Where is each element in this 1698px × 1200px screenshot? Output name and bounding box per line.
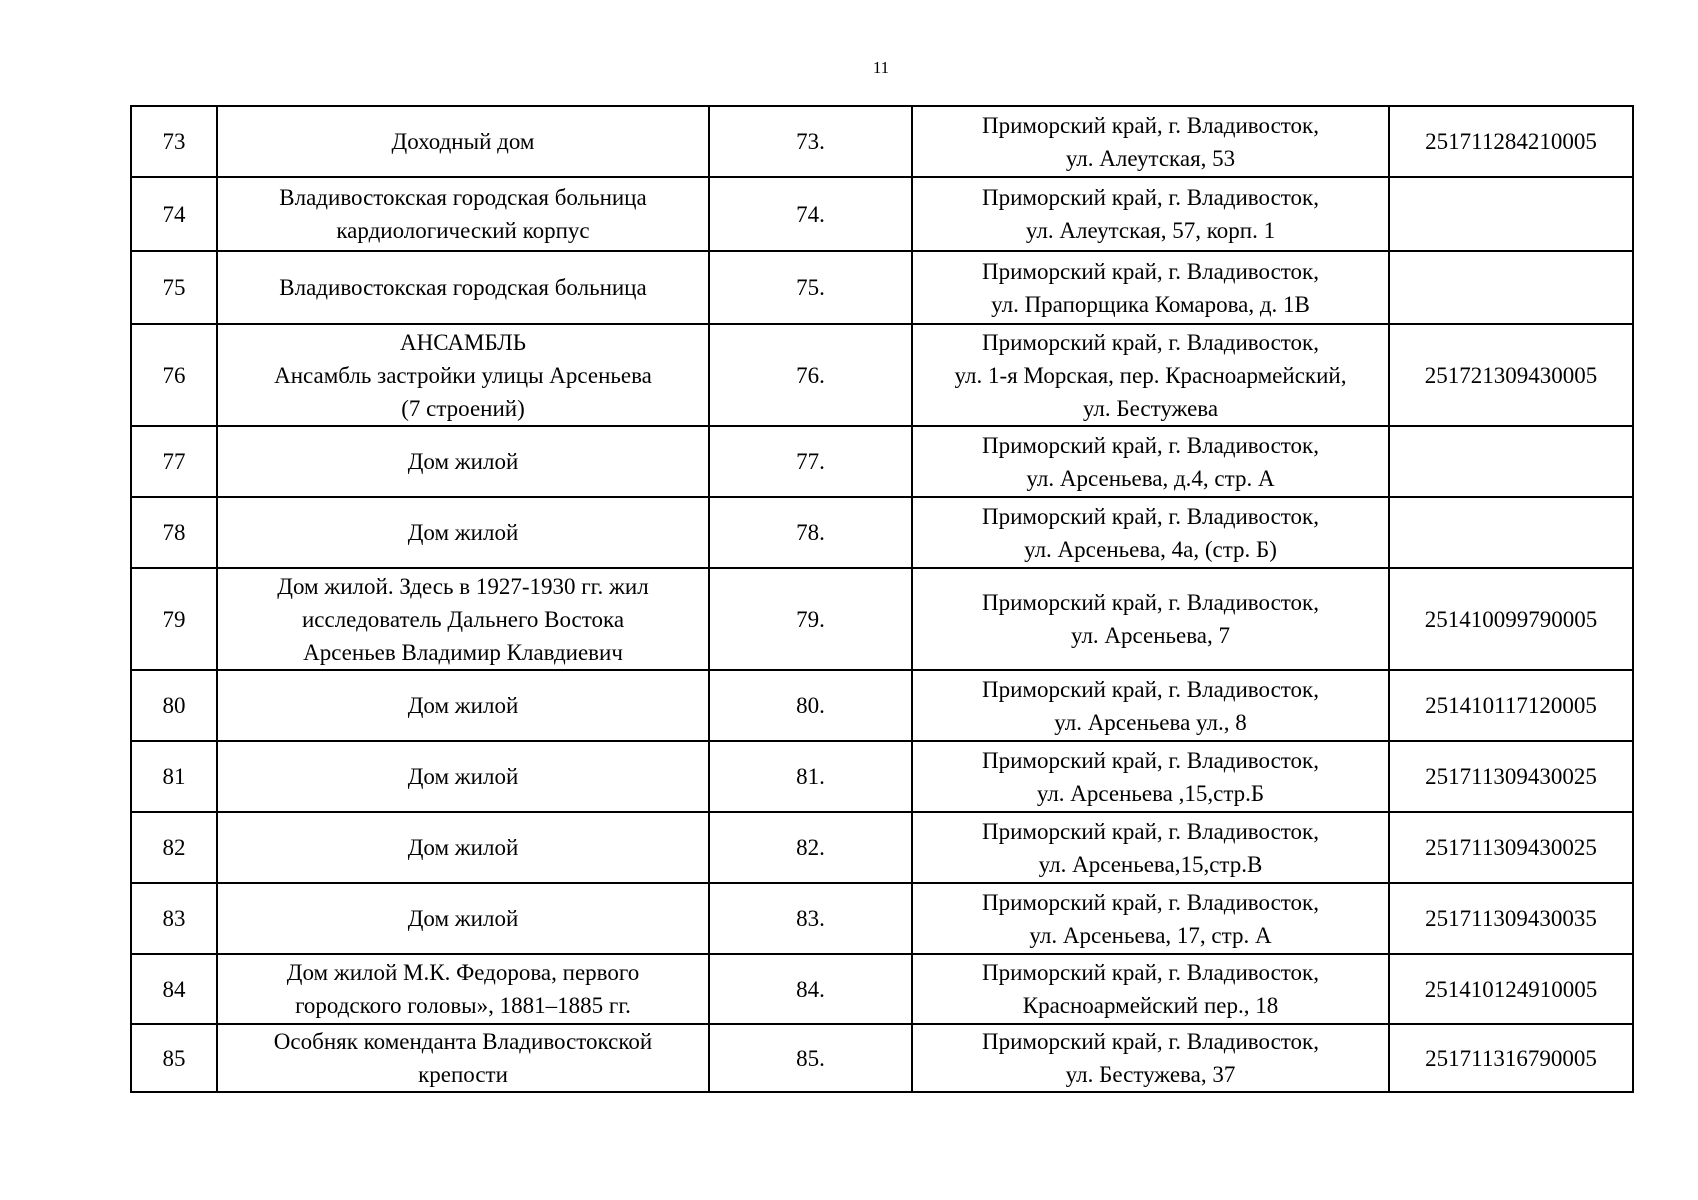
- object-address-cell: [912, 741, 1389, 812]
- row-number-cell: 79: [131, 568, 217, 670]
- name-line: Дом жилой: [407, 693, 519, 718]
- name-line: исследователь Дальнего Востока: [301, 606, 625, 632]
- registry-number-cell: 251721309430005: [1389, 324, 1633, 426]
- table-row: [131, 812, 1633, 883]
- object-name-cell: [217, 670, 709, 741]
- object-address-cell: [912, 251, 1389, 324]
- registry-number-cell: 251711309430025: [1389, 741, 1633, 812]
- address-line: Приморский край, г. Владивосток,: [982, 112, 1319, 138]
- address-line: ул. Алеутская, 57, корп. 1: [1025, 218, 1276, 243]
- name-line: Дом жилой: [407, 449, 519, 474]
- object-index-cell: 79.: [709, 568, 912, 670]
- table-row: [131, 324, 1633, 426]
- row-number-cell: 85: [131, 1024, 217, 1092]
- object-name-cell: [217, 324, 709, 426]
- name-line: Дом жилой М.К. Федорова, первого: [286, 960, 640, 985]
- table-row: [131, 954, 1633, 1024]
- address-line: ул. Арсеньева ул., 8: [1054, 709, 1247, 735]
- heritage-objects-table: [130, 105, 1634, 1093]
- table-row: [131, 1024, 1633, 1092]
- address-line: Приморский край, г. Владивосток,: [982, 1029, 1319, 1054]
- object-index-cell: 82.: [709, 812, 912, 883]
- address-line: Приморский край, г. Владивосток,: [982, 889, 1319, 915]
- address-line: ул. Бестужева, 37: [1065, 1062, 1236, 1087]
- registry-number-cell: [1389, 497, 1633, 568]
- registry-number-cell: 251711284210005: [1389, 106, 1633, 177]
- address-line: Приморский край, г. Владивосток,: [982, 590, 1319, 615]
- table-row: [131, 251, 1633, 324]
- object-index-cell: 85.: [709, 1024, 912, 1092]
- registry-number-cell: 251711309430035: [1389, 883, 1633, 954]
- registry-number-cell: 251410099790005: [1389, 568, 1633, 670]
- address-line: ул. Прапорщика Комарова, д. 1В: [991, 291, 1310, 317]
- object-address-cell: [912, 497, 1389, 568]
- table-row: [131, 106, 1633, 177]
- object-address-cell: [912, 670, 1389, 741]
- row-number-cell: 73: [131, 106, 217, 177]
- address-line: ул. Арсеньева,15,стр.В: [1038, 851, 1263, 877]
- address-line: Приморский край, г. Владивосток,: [982, 503, 1319, 529]
- name-line: городского головы», 1881–1885 гг.: [295, 993, 631, 1018]
- object-index-cell: 73.: [709, 106, 912, 177]
- table-row: [131, 741, 1633, 812]
- name-line: Арсеньев Владимир Клавдиевич: [303, 639, 623, 665]
- address-line: Приморский край, г. Владивосток,: [982, 329, 1319, 355]
- object-address-cell: [912, 177, 1389, 251]
- row-number-cell: 82: [131, 812, 217, 883]
- table-row: [131, 670, 1633, 741]
- object-name-cell: [217, 1024, 709, 1092]
- object-name-cell: [217, 568, 709, 670]
- registry-number-cell: 251410124910005: [1389, 954, 1633, 1024]
- object-index-cell: 74.: [709, 177, 912, 251]
- address-line: ул. Арсеньева ,15,стр.Б: [1036, 780, 1265, 806]
- table-row: [131, 497, 1633, 568]
- address-line: ул. Арсеньева, д.4, стр. А: [1026, 465, 1275, 491]
- name-line: Ансамбль застройки улицы Арсеньева: [274, 362, 652, 388]
- object-name-cell: [217, 954, 709, 1024]
- registry-number-cell: 251410117120005: [1389, 670, 1633, 741]
- name-line: Особняк коменданта Владивостокской: [273, 1029, 653, 1054]
- name-line: Владивостокская городская больница: [279, 185, 647, 210]
- object-index-cell: 81.: [709, 741, 912, 812]
- object-index-cell: 80.: [709, 670, 912, 741]
- address-line: Приморский край, г. Владивосток,: [982, 818, 1319, 844]
- object-name-cell: [217, 883, 709, 954]
- address-line: Приморский край, г. Владивосток,: [982, 258, 1319, 284]
- object-index-cell: 75.: [709, 251, 912, 324]
- row-number-cell: 80: [131, 670, 217, 741]
- registry-number-cell: 251711316790005: [1389, 1024, 1633, 1092]
- address-line: ул. Арсеньева, 7: [1070, 623, 1231, 648]
- object-index-cell: 84.: [709, 954, 912, 1024]
- address-line: Приморский край, г. Владивосток,: [982, 432, 1319, 458]
- address-line: Красноармейский пер., 18: [1022, 993, 1279, 1018]
- row-number-cell: 75: [131, 251, 217, 324]
- name-line: кардиологический корпус: [336, 218, 590, 243]
- address-line: ул. 1-я Морская, пер. Красноармейский,: [954, 362, 1347, 388]
- object-address-cell: [912, 883, 1389, 954]
- address-line: ул. Арсеньева, 17, стр. А: [1029, 922, 1272, 948]
- table-row: [131, 426, 1633, 497]
- object-name-cell: [217, 251, 709, 324]
- registry-number-cell: [1389, 177, 1633, 251]
- object-address-cell: [912, 324, 1389, 426]
- name-line: Дом жилой: [407, 835, 519, 860]
- row-number-cell: 84: [131, 954, 217, 1024]
- address-line: Приморский край, г. Владивосток,: [982, 676, 1319, 702]
- object-index-cell: 76.: [709, 324, 912, 426]
- table-body: [131, 106, 1633, 1092]
- name-line: Дом жилой: [407, 764, 519, 789]
- object-index-cell: 78.: [709, 497, 912, 568]
- name-line: АНСАМБЛЬ: [400, 329, 526, 355]
- registry-number-cell: [1389, 251, 1633, 324]
- address-line: ул. Бестужева: [1082, 395, 1219, 421]
- object-name-cell: [217, 812, 709, 883]
- object-index-cell: 77.: [709, 426, 912, 497]
- object-address-cell: [912, 568, 1389, 670]
- address-line: Приморский край, г. Владивосток,: [982, 185, 1319, 210]
- row-number-cell: 76: [131, 324, 217, 426]
- address-line: Приморский край, г. Владивосток,: [982, 960, 1319, 985]
- object-address-cell: [912, 812, 1389, 883]
- table-row: [131, 568, 1633, 670]
- object-index-cell: 83.: [709, 883, 912, 954]
- object-address-cell: [912, 1024, 1389, 1092]
- object-address-cell: [912, 426, 1389, 497]
- row-number-cell: 77: [131, 426, 217, 497]
- address-line: ул. Алеутская, 53: [1065, 145, 1236, 171]
- page-number: 11: [872, 58, 890, 77]
- row-number-cell: 83: [131, 883, 217, 954]
- row-number-cell: 78: [131, 497, 217, 568]
- object-name-cell: [217, 106, 709, 177]
- name-line: Дом жилой: [407, 906, 519, 931]
- address-line: ул. Арсеньева, 4а, (стр. Б): [1024, 536, 1277, 562]
- row-number-cell: 74: [131, 177, 217, 251]
- object-name-cell: [217, 426, 709, 497]
- name-line: Дом жилой: [407, 520, 519, 545]
- name-line: Владивостокская городская больница: [279, 275, 647, 300]
- object-name-cell: [217, 177, 709, 251]
- registry-number-cell: [1389, 426, 1633, 497]
- address-line: Приморский край, г. Владивосток,: [982, 747, 1319, 773]
- name-line: Доходный дом: [391, 129, 535, 154]
- row-number-cell: 81: [131, 741, 217, 812]
- object-address-cell: [912, 954, 1389, 1024]
- table-row: [131, 883, 1633, 954]
- object-name-cell: [217, 741, 709, 812]
- name-line: Дом жилой. Здесь в 1927-1930 гг. жил: [277, 573, 649, 599]
- registry-number-cell: 251711309430025: [1389, 812, 1633, 883]
- name-line: (7 строений): [401, 395, 525, 421]
- object-name-cell: [217, 497, 709, 568]
- object-address-cell: [912, 106, 1389, 177]
- name-line: крепости: [418, 1062, 508, 1087]
- table-row: [131, 177, 1633, 251]
